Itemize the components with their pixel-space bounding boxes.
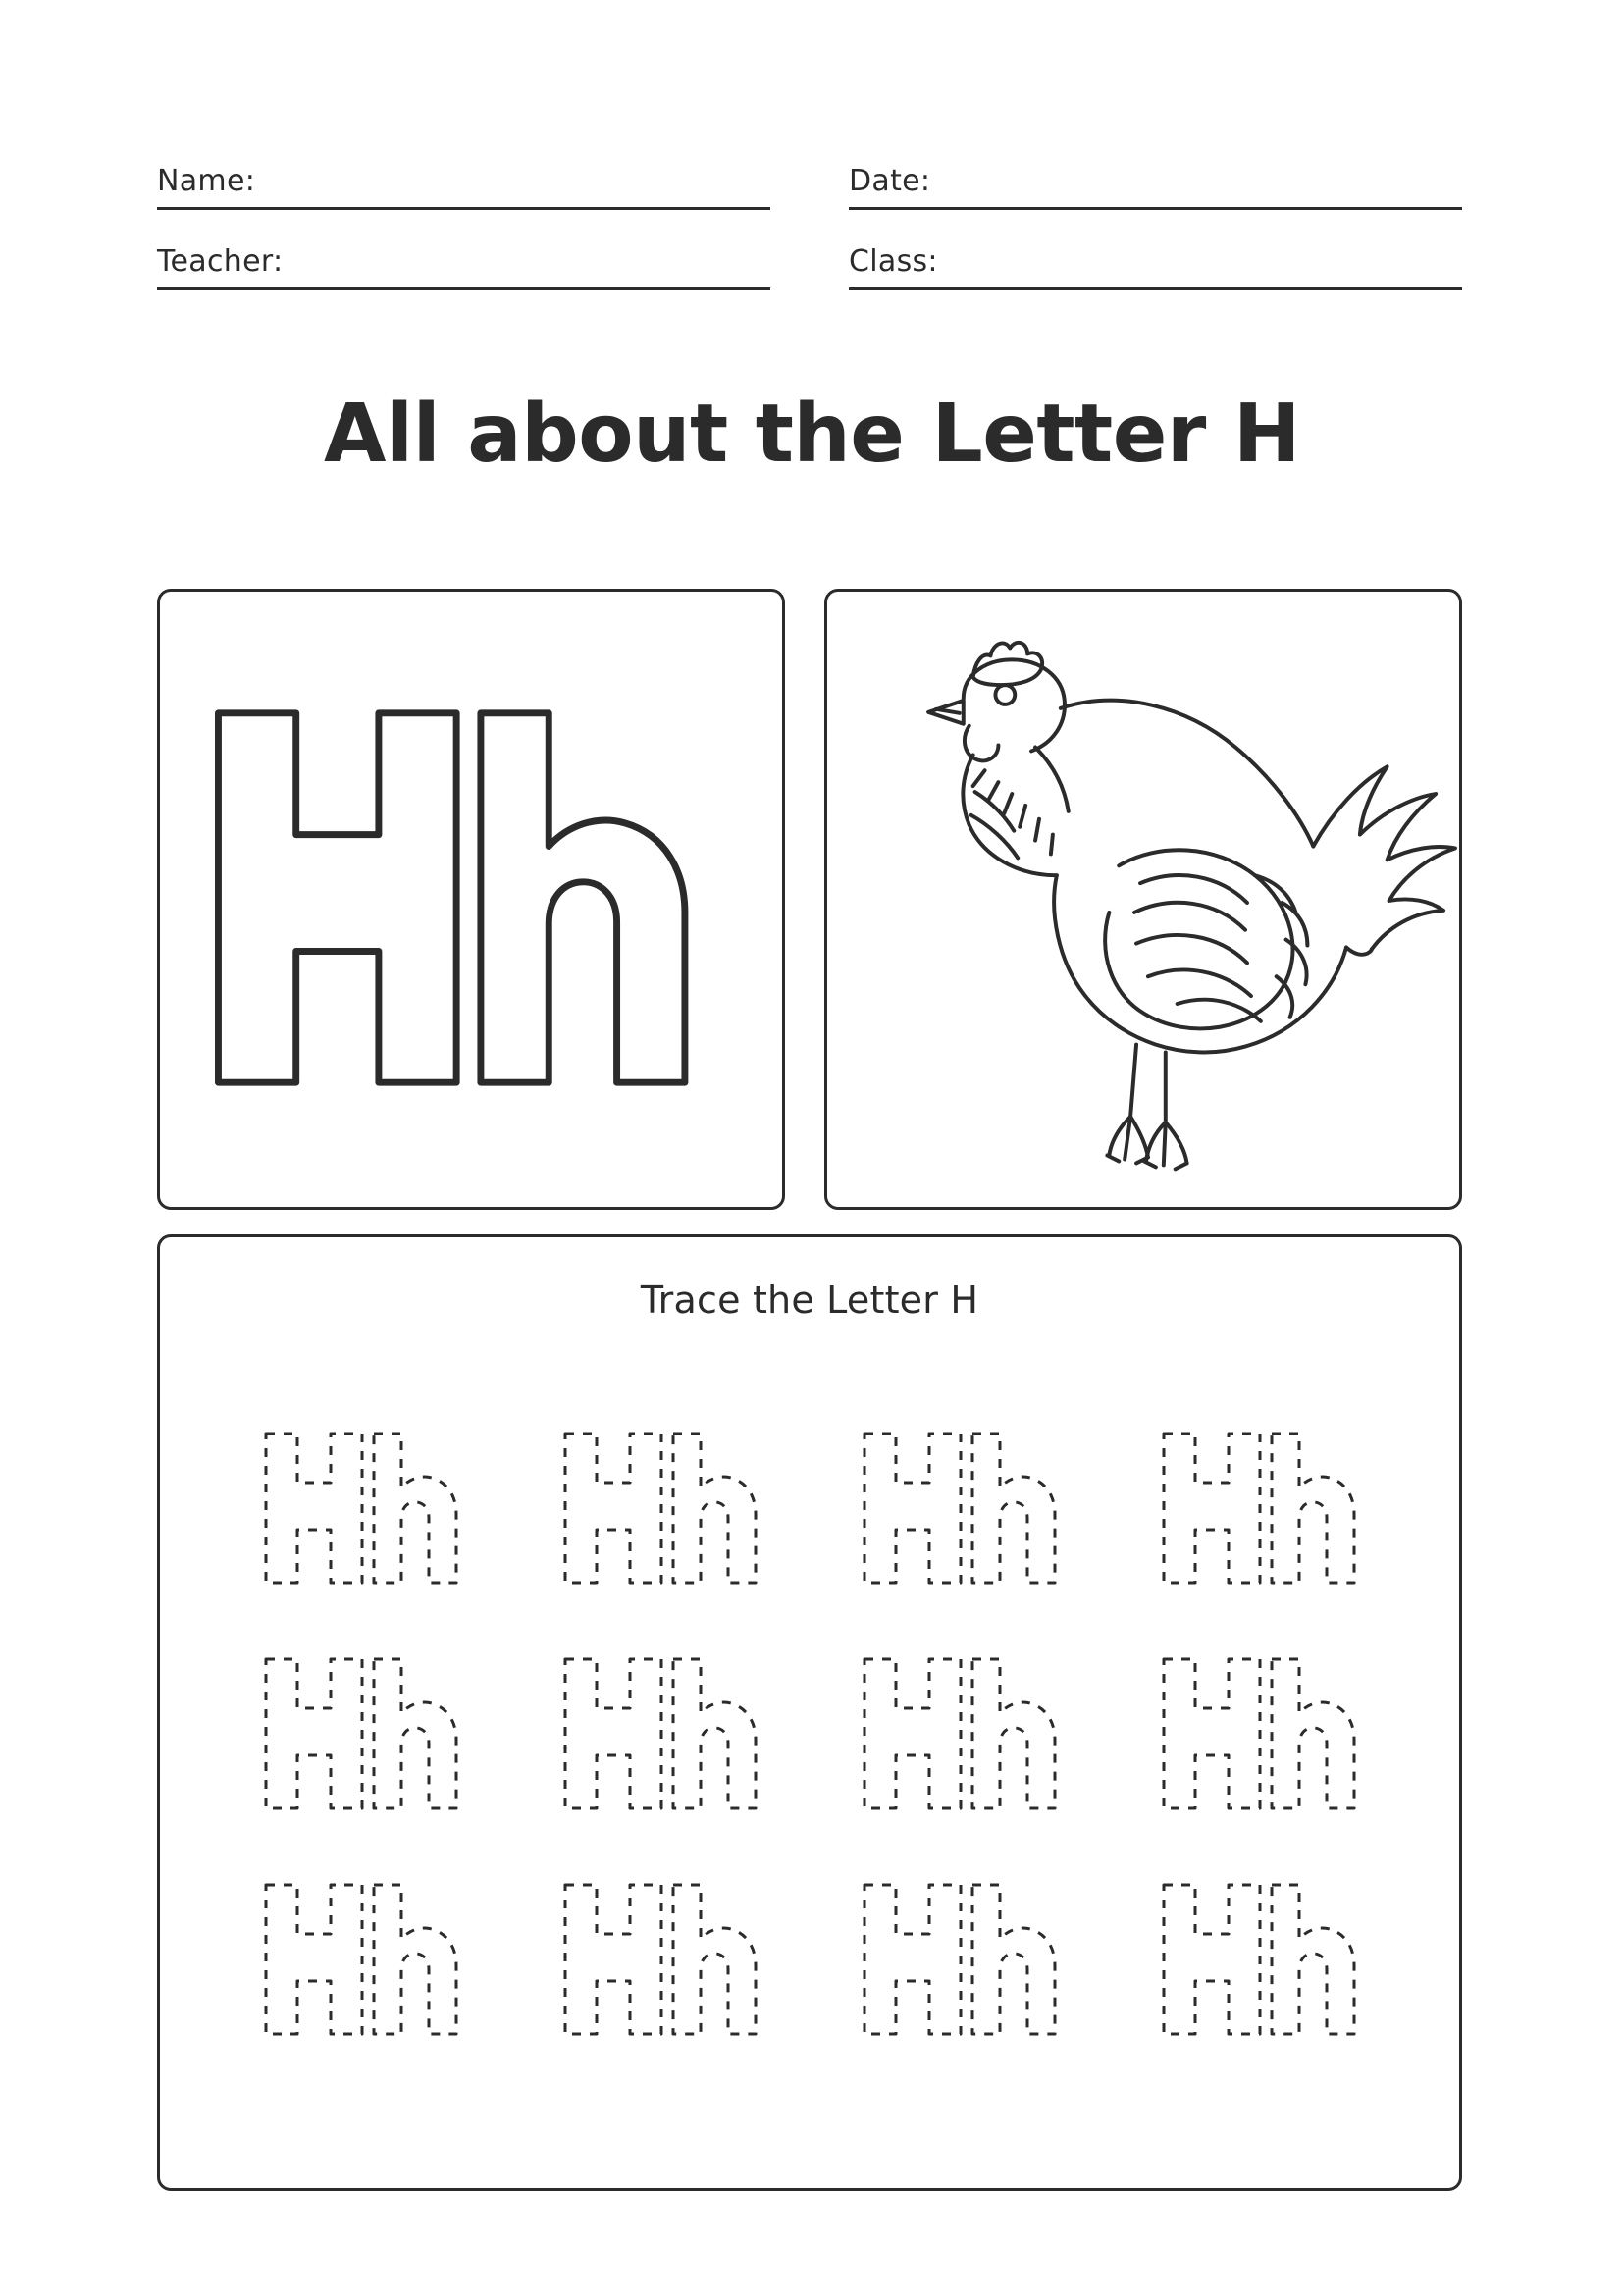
illustration-card bbox=[824, 589, 1462, 1210]
date-field-label: Date: bbox=[849, 164, 931, 198]
trace-cell[interactable] bbox=[227, 1855, 501, 2061]
letter-card bbox=[157, 589, 785, 1210]
trace-cell[interactable] bbox=[526, 1855, 801, 2061]
header-fields bbox=[157, 165, 1462, 290]
trace-glyph-hh-icon bbox=[1125, 1855, 1399, 2061]
class-field[interactable] bbox=[849, 245, 1462, 290]
trace-glyph-hh-icon bbox=[526, 1855, 801, 2061]
teacher-field-label: Teacher: bbox=[157, 244, 284, 279]
trace-cell[interactable] bbox=[526, 1630, 801, 1836]
hen-illustration-icon bbox=[827, 592, 1459, 1207]
trace-cell[interactable] bbox=[1125, 1855, 1399, 2061]
trace-cell[interactable] bbox=[825, 1630, 1100, 1836]
trace-cell[interactable] bbox=[1125, 1404, 1399, 1610]
name-field-label: Name: bbox=[157, 164, 256, 198]
trace-glyph-hh-icon bbox=[227, 1855, 501, 2061]
trace-glyph-hh-icon bbox=[825, 1404, 1100, 1610]
trace-glyph-hh-icon bbox=[1125, 1404, 1399, 1610]
letter-hh-outline-icon bbox=[160, 592, 782, 1207]
trace-glyph-hh-icon bbox=[227, 1404, 501, 1610]
class-field-label: Class: bbox=[849, 244, 938, 279]
trace-glyph-hh-icon bbox=[227, 1630, 501, 1836]
trace-cell[interactable] bbox=[227, 1630, 501, 1836]
trace-glyph-hh-icon bbox=[825, 1855, 1100, 2061]
trace-section-heading: Trace the Letter H bbox=[640, 1278, 979, 1322]
trace-cell[interactable] bbox=[526, 1404, 801, 1610]
trace-cell[interactable] bbox=[1125, 1630, 1399, 1836]
trace-glyph-hh-icon bbox=[1125, 1630, 1399, 1836]
trace-glyph-hh-icon bbox=[526, 1404, 801, 1610]
trace-section bbox=[157, 1234, 1462, 2191]
teacher-field[interactable] bbox=[157, 245, 770, 290]
trace-glyph-hh-icon bbox=[526, 1630, 801, 1836]
name-field[interactable] bbox=[157, 165, 770, 210]
trace-glyph-hh-icon bbox=[825, 1630, 1100, 1836]
page-title: All about the Letter H bbox=[324, 388, 1300, 481]
date-field[interactable] bbox=[849, 165, 1462, 210]
trace-grid bbox=[214, 1394, 1411, 2071]
trace-cell[interactable] bbox=[825, 1855, 1100, 2061]
trace-cell[interactable] bbox=[825, 1404, 1100, 1610]
trace-cell[interactable] bbox=[227, 1404, 501, 1610]
